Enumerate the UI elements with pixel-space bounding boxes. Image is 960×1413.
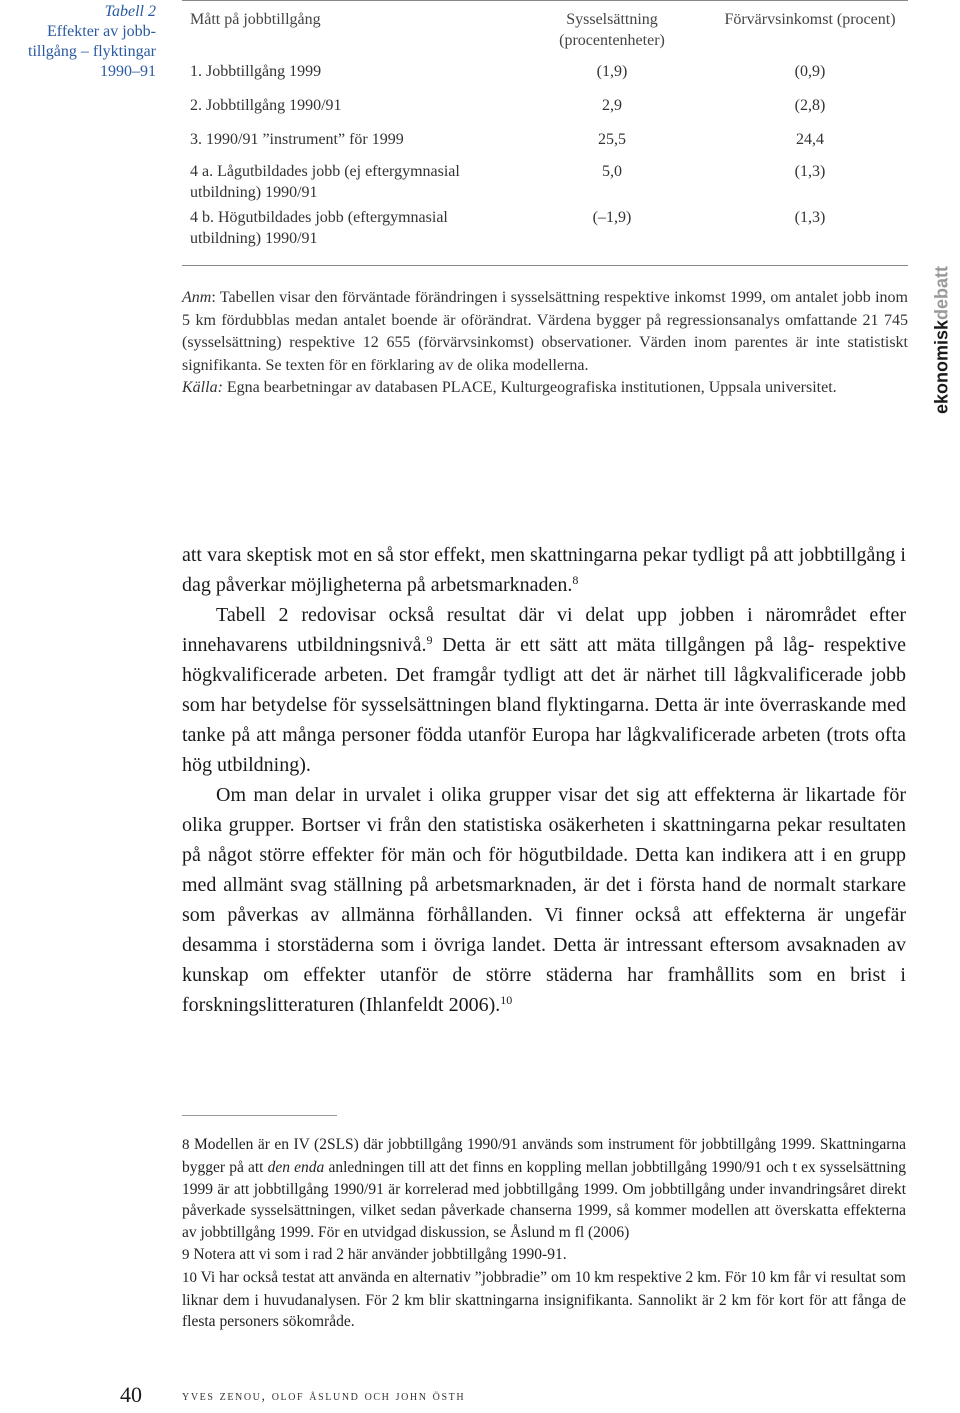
row-income: (0,9) — [794, 63, 826, 80]
footnote-8: 8 Modellen är en IV (2SLS) där jobbtillgång 1990/91 används som instrument för jobbtillgång 1999. Skattningarna bygger på att den enda anledningen till att det finns en koppling mellan jobbtillgång 1990/91 och t ex sysselsättning 1999 är att jobbtillgång 1990/91 är korrelerad med jobbtillgång 1999. Om jobbtillgång under invandringsåret direkt påverkade sysselsättningen, vilket sedan påverkade chanserna 1999, så kommer modellen att överskatta effekterna av jobbtillgång 1999. För en utvidgad diskussion, se Åslund m fl (2006) — [182, 1136, 906, 1242]
table-caption-line: tillgång – flyktingar — [28, 43, 156, 60]
row-employment: (1,9) — [596, 63, 628, 80]
table-note — [182, 287, 908, 400]
footnote-10: 10 Vi har också testat att använda en alternativ ”jobbradie” om 10 km respektive 2 km. För 10 km får vi resultat som liknar dem i huvudanalysen. För 2 km blir skattningarna insignifikanta. Sannolikt är 2 km för kort för att fånga de flesta personers sökområde. — [182, 1268, 906, 1331]
header-measure: Mått på jobbtillgång — [190, 11, 321, 28]
body-text — [182, 540, 906, 1020]
note-source-label: Källa: — [182, 379, 223, 396]
note-anm-label: Anm — [182, 289, 212, 306]
page-number: 40 — [120, 1382, 142, 1407]
footnotes — [182, 1134, 906, 1333]
footnote-9: 9 Notera att vi som i rad 2 här använder jobbtillgång 1990-91. — [182, 1245, 567, 1263]
table-row — [182, 161, 908, 207]
header-income: Förvärvsinkomst (procent) — [724, 11, 896, 28]
row-income: (1,3) — [794, 209, 826, 226]
row-employment: 2,9 — [602, 97, 622, 114]
row-employment: 5,0 — [602, 163, 622, 180]
paragraph: att vara skeptisk mot en så stor effekt, men skattningarna pekar tydligt på att jobbtillgång i dag påverkar möjligheterna på arbetsmarknaden.$^8$ — [182, 544, 906, 596]
table-bottom-rule — [182, 265, 908, 266]
table-row — [182, 207, 908, 251]
footnote-ref: 9 — [426, 633, 433, 647]
row-label: 4 a. Lågutbildades jobb (ej eftergymnasial utbildning) 1990/91 — [190, 163, 460, 201]
paragraph: Om man delar in urvalet i olika grupper visar det sig att effekterna är likartade för olika grupper. Bortser vi från den statistiska osäkerheten i skattningarna pekar resultaten på något större effekter för män och för högutbildade. Detta kan indikera att i en grupp med allmänt svag ställning på arbetsmarknaden, är det i första hand de normalt starkare som påverkas av allmänna förhållanden. Vi finner också att effekterna är ungefär desamma i storstäderna som i övriga landet. Detta är intressant eftersom avsaknaden av kunskap om effekter utanför de större städerna har framhållits som en brist i forskningslitteraturen (Ihlanfeldt 2006).$^{10}$ — [182, 784, 906, 1016]
table-caption-line: Effekter av jobb- — [47, 23, 156, 40]
footnote-ref: 10 — [500, 993, 513, 1007]
paragraph: Tabell 2 redovisar också resultat där vi delat upp jobben i närområdet efter innehavarens utbildningsnivå.$^9$ Detta är ett sätt att mäta tillgången på låg- respektive högkvalificerade arbeten. Det framgår tydligt att det är närhet till lågkvalificerade jobb som har betydelse för sysselsättningen bland flyktingarna. Detta är inte överraskande med tanke på att många personer födda utanför Europa har lågkvalificerade arbeten (trots ofta hög utbildning). — [182, 604, 907, 776]
table-row — [182, 129, 908, 161]
row-employment: 25,5 — [598, 131, 626, 148]
row-income: (1,3) — [794, 163, 826, 180]
logo-part-1: ekonomisk — [931, 319, 952, 415]
running-footer-authors: yves zenou, olof åslund och john östh — [182, 1389, 466, 1404]
table-row — [182, 61, 908, 95]
table-caption-title: Tabell 2 — [104, 3, 156, 20]
journal-logo — [928, 250, 956, 430]
row-label: 4 b. Högutbildades jobb (eftergymnasial utbildning) 1990/91 — [190, 209, 448, 247]
results-table — [182, 0, 908, 266]
logo-part-2: debatt — [931, 265, 952, 320]
row-income: 24,4 — [796, 131, 824, 148]
table-caption-line: 1990–91 — [100, 63, 156, 80]
note-source-text: Egna bearbetningar av databasen PLACE, Kulturgeografiska institutionen, Uppsala universitet. — [222, 379, 837, 396]
row-label: 2. Jobbtillgång 1990/91 — [190, 97, 342, 114]
footnote-rule — [182, 1115, 337, 1116]
row-label: 3. 1990/91 ”instrument” för 1999 — [190, 131, 404, 148]
table-caption — [0, 2, 156, 82]
header-employment: Sysselsättning (procentenheter) — [559, 11, 665, 49]
footnote-ref: 8 — [572, 573, 579, 587]
row-income: (2,8) — [794, 97, 826, 114]
table-row — [182, 95, 908, 129]
note-anm-text: : Tabellen visar den förväntade förändringen i sysselsättning respektive inkomst 1999, om antalet jobb inom 5 km fördubblas medan antalet boende är oförändrat. Värdena bygger på regressionsanalys omfattande 21 745 (sysselsättning) respektive 12 655 (förvärvsinkomst) observationer. Värden inom parentes är inte statistiskt signifikanta. Se texten för en förklaring av de olika modellerna. — [182, 289, 908, 374]
row-label: 1. Jobbtillgång 1999 — [190, 63, 322, 80]
row-employment: (–1,9) — [592, 209, 632, 226]
